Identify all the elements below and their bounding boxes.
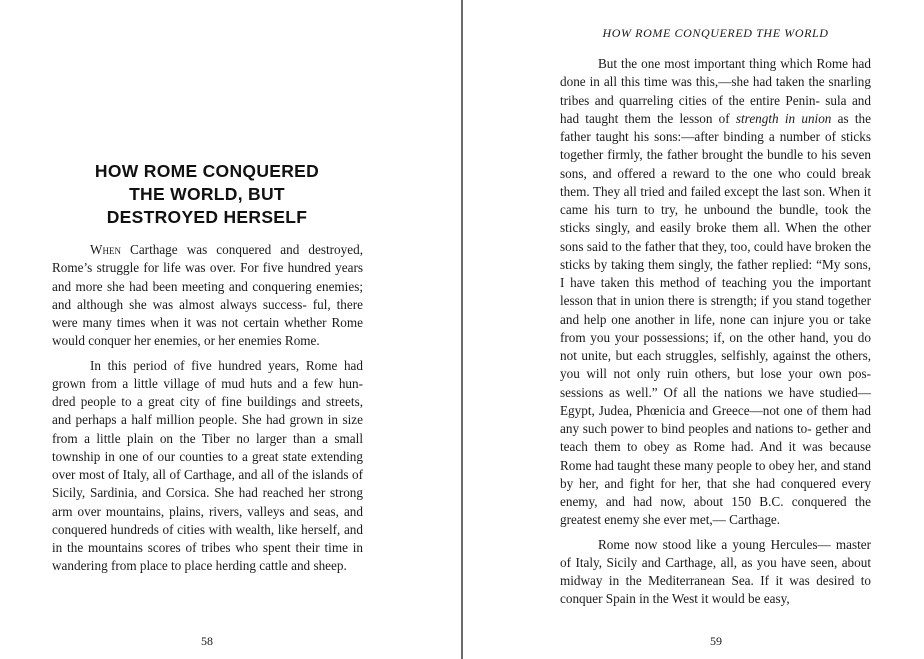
left-paragraph-1 bbox=[52, 241, 363, 351]
running-head: HOW ROME CONQUERED THE WORLD bbox=[602, 26, 829, 40]
right-paragraph-1-start: But the one most important thing which Rome had done in all this time was this,—she had taken the snarling tribes and quarreling cities of the entire Penin- sula and had taught them the lesson of bbox=[560, 56, 871, 126]
page-number-right: 59 bbox=[710, 634, 722, 648]
right-page bbox=[463, 0, 924, 659]
right-page-body bbox=[560, 55, 871, 609]
left-paragraph-2: In this period of five hundred years, Rome had grown from a little village of mud huts and a few hun- dred people to a great city of fine buildings and streets, and perhaps a half million people. She had grown in size from a little plain on the Tiber no larger than a small township in one of our counties to a great state extending over most of Italy, all of Carthage, and all of the islands of Sicily, Sardinia, and Corsica. She had reached her strong arm over mountains, plains, rivers, valleys and seas, and conquered hundreds of cities with wealth, like herself, and in the mountains scores of tribes who spent their time in wandering from place to place herding cattle and sheep. bbox=[52, 357, 363, 574]
right-paragraph-1-rest: as the father taught his sons:—after binding a number of sticks together firmly, the father brought the bundle to his seven sons, and offered a reward to the one who could break them. They all tried and failed except the last son. When it came his turn to try, he unbound the bundle, took the sticks singly, and easily broke them all. When the other sons said to the father that they, too, could have broken the sticks by taking them singly, the father replied: “My sons, I have taken this method of teaching you the important lesson that in union there is strength; if you stand together and help one another in life, none can injure you or take from you your possessions; if, on the other hand, you do not unite, but each struggles, selfishly, against the others, you will not only ruin others, but lose your own pos- sessions as well.” Of all the nations we have studied— Egypt, Judea, Phœnicia and Greece—not one of them had any such power to bind peoples and nations to- gether and teach them to obey as Rome had. And it was because Rome had taught these many people to obey her, and stand by her, and fight for her, that she had conquered every enemy, and had now, about 150 B.C. conquered the greatest enemy she ever met,— Carthage. bbox=[560, 110, 871, 528]
right-paragraph-1 bbox=[560, 55, 871, 530]
chapter-title-line-2: THE WORLD, BUT bbox=[129, 184, 285, 204]
page-number-left: 58 bbox=[201, 634, 213, 648]
left-paragraph-1-text: Carthage was conquered and destroyed, Rome’s struggle for life was over. For five hundred years and more she had been meeting and conquering enemies; and although she was almost always success- ful, there were many times when it was not certain whether Rome would conquer her enemies, or her enemies Rome. bbox=[52, 242, 363, 349]
opening-small-caps: When bbox=[90, 242, 121, 257]
chapter-title-line-1: HOW ROME CONQUERED bbox=[94, 161, 320, 181]
left-page-body bbox=[52, 241, 363, 576]
emphasis-strength-in-union: strength in union bbox=[735, 110, 832, 126]
left-page bbox=[0, 0, 461, 659]
chapter-title bbox=[52, 160, 362, 229]
chapter-title-line-3: DESTROYED HERSELF bbox=[106, 207, 308, 227]
right-paragraph-2: Rome now stood like a young Hercules— master of Italy, Sicily and Carthage, all, as you have seen, about midway in the Mediterranean Sea. If it was desired to conquer Spain in the West it would be easy, bbox=[560, 536, 871, 607]
